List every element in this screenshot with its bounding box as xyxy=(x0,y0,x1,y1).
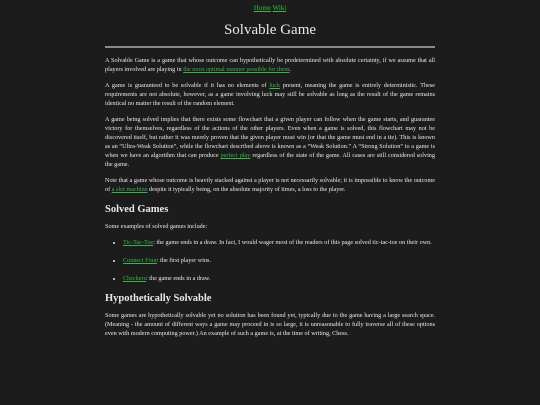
hypothetical-paragraph: Some games are hypothetically solvable yet no solution has been found yet, typically due to the game having a large search space. (Meaning - the amount of different ways a game may proceed in is so large, it is unreasonable to fully traverse all of these options even with modern computing power.) An example of such a game is, at the time of writing, Chess. xyxy=(105,312,435,337)
list-item xyxy=(123,256,435,265)
luck-text-b: present, meaning the game is entirely deterministic. These requirements are not absolute, however, as a game involving luck may still be solvable as long as the result of the game remains identical no matter the result of the random element. xyxy=(105,82,435,107)
solved-intro: Some examples of solved games include: xyxy=(105,223,208,230)
solution-text-b: regardless of the state of the game. All cases are still considered solving the game. xyxy=(105,152,435,168)
list-item-text: : the game ends in a draw. In fact, I would wager most of the readers of this page solved tic-tac-toe on their own. xyxy=(153,239,432,246)
title-divider xyxy=(105,46,435,48)
solution-text-a: A game being solved implies that there exists some flowchart that a given player can follow when the game starts, and guarantee victory for themselves, regardless of the actions of the other players. Even when a game is solved, this flowchart may not be discovered itself, but rather it was merely proven that the given player must win (or that the game must end in a tie). This is known as an “Ultra-Weak Solution”, while the flowchart described above is known as a “Weak Solution.” A “Strong Solution” to a game is when we have an algorithm that can produce xyxy=(105,116,435,159)
solution-paragraph xyxy=(105,115,435,169)
intro-end: . xyxy=(289,66,291,73)
note-text-b: despite it typically being, on the absolute majority of times, a loss to the player. xyxy=(147,186,346,193)
page-title: Solvable Game xyxy=(223,22,317,38)
list-item xyxy=(123,238,435,247)
luck-text-a: A game is guaranteed to be solvable if it has no elements of xyxy=(105,82,270,89)
intro-text: A Solvable Game is a game that whose outcome can hypothetically be predetermined with absolute certainty, if we assume that all players involved are playing in xyxy=(105,57,435,73)
note-text-a: Note that a game whose outcome is heavily stacked against a player is not necessarily solvable; it is impossible to know the outcome of xyxy=(105,177,435,193)
tic-tac-toe-link[interactable]: Tic-Tac-Toe xyxy=(123,239,154,246)
luck-paragraph xyxy=(105,81,435,108)
hypothetically-solvable-heading: Hypothetically Solvable xyxy=(105,293,212,304)
page xyxy=(105,0,435,338)
list-item-text: : the game ends in a draw. xyxy=(146,275,211,282)
top-nav xyxy=(105,4,435,13)
connect-four-link[interactable]: Connect Four xyxy=(123,257,157,264)
solved-games-heading: Solved Games xyxy=(105,204,169,215)
home-link[interactable]: Home xyxy=(253,4,271,12)
luck-link[interactable]: luck xyxy=(269,82,280,89)
optimal-manner-link[interactable]: the most optimal manner possible for them xyxy=(183,66,290,73)
list-item-text: : the first player wins. xyxy=(156,257,211,264)
slot-machine-link[interactable]: a slot machine xyxy=(111,186,148,193)
wiki-link[interactable]: Wiki xyxy=(272,4,287,12)
perfect-play-link[interactable]: perfect play xyxy=(220,152,251,159)
checkers-link[interactable]: Checkers xyxy=(123,275,147,282)
intro-paragraph xyxy=(105,56,435,74)
list-item xyxy=(123,274,435,283)
solved-games-list xyxy=(105,238,435,283)
note-paragraph xyxy=(105,176,435,194)
